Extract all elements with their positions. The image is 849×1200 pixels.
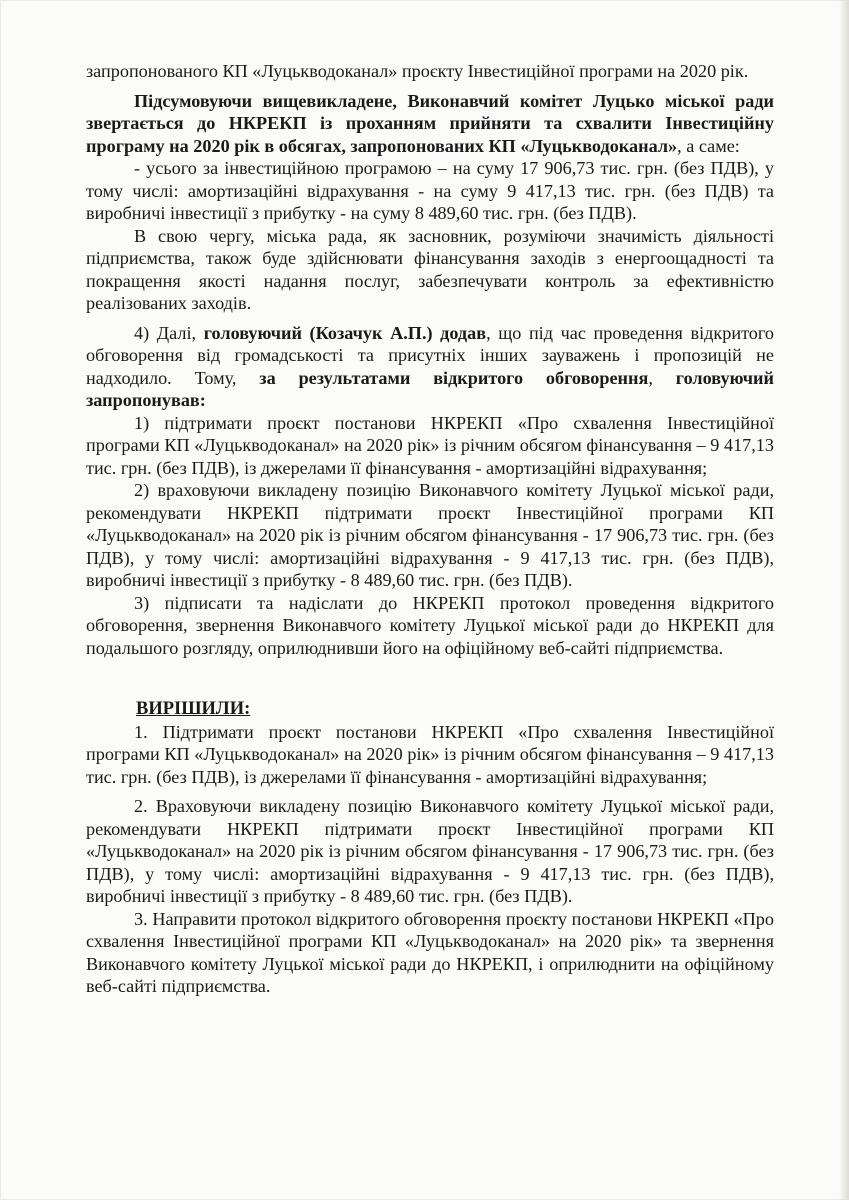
paragraph-total-sum: - усього за інвестиційною програмою – на суму 17 906,73 тис. грн. (без ПДВ), у тому числі: амортизаційні відрахування - на суму 9 417,13 тис. грн. (без ПДВ) та виробничі інвестиції з прибутку - на суму 8 489,60 тис. грн. (без ПДВ).: [86, 158, 774, 223]
summary-bold-text: Підсумовуючи вищевикладене, Виконавчий комітет Луцько міської ради звертається до НКРЕКП із проханням прийняти та схвалити Інвестиційну програму на 2020 рік в обсягах, запропонованих КП «Луцькводоканал»: [86, 90, 774, 156]
chairman-text-f: головуючий запропонував:: [86, 367, 774, 410]
proposal-item-2: 2) враховуючи викладену позицію Виконавчого комітету Луцької міської ради, рекомендувати НКРЕКП підтримати проєкт Інвестиційної програми КП «Луцькводоканал» на 2020 рік із річним обсягом фінансування - 17 906,73 тис. грн. (без ПДВ), у тому числі: амортизаційні відрахування - 9 417,13 тис. грн. (без ПДВ), виробничі інвестиції з прибутку - 8 489,60 тис. грн. (без ПДВ).: [86, 480, 774, 590]
decision-item-2: 2. Враховуючи викладену позицію Виконавчого комітету Луцької міської ради, рекомендувати НКРЕКП підтримати проєкт Інвестиційної програми КП «Луцькводоканал» на 2020 рік із річним обсягом фінансування - 17 906,73 тис. грн. (без ПДВ), у тому числі: амортизаційні відрахування - 9 417,13 тис. грн. (без ПДВ), виробничі інвестиції з прибутку - 8 489,60 тис. грн. (без ПДВ).: [86, 796, 774, 906]
chairman-text-e: ,: [648, 367, 676, 388]
decision-item-1: 1. Підтримати проєкт постанови НКРЕКП «Про схвалення Інвестиційної програми КП «Луцькводоканал» на 2020 рік» із річним обсягом фінансування – 9 417,13 тис. грн. (без ПДВ), із джерелами її фінансування - амортизаційні відрахування;: [86, 721, 774, 787]
decision-heading-wrap: [86, 697, 774, 721]
paragraph-chairman: [86, 322, 774, 412]
proposal-item-3: 3) підписати та надіслати до НКРЕКП протокол проведення відкритого обговорення, звернення Виконавчого комітету Луцької міської ради до НКРЕКП для подальшого розгляду, оприлюднивши його на офіційному веб-сайті підприємства.: [86, 592, 774, 658]
proposal-item-1: 1) підтримати проєкт постанови НКРЕКП «Про схвалення Інвестиційної програми КП «Луцькводоканал» на 2020 рік» із річним обсягом фінансування – 9 417,13 тис. грн. (без ПДВ), із джерелами її фінансування - амортизаційні відрахування;: [86, 412, 774, 478]
summary-rest-text: , а саме:: [677, 135, 740, 156]
chairman-text-a: 4) Далі,: [134, 322, 204, 343]
document-body: [86, 60, 774, 998]
chairman-text-c: , що під час проведення відкритого обговорення від громадськості та присутніх інших зауважень і пропозицій не надходило. Тому,: [86, 322, 774, 388]
paragraph-summary: [86, 90, 774, 158]
decision-item-3: 3. Направити протокол відкритого обговорення проєкту постанови НКРЕКП «Про схвалення Інвестиційної програми КП «Луцькводоканал» на 2020 рік» та звернення Виконавчого комітету Луцької міської ради до НКРЕКП, і оприлюднити на офіційному веб-сайті підприємства.: [86, 908, 774, 996]
chairman-text-b: головуючий (Козачук А.П.) додав: [203, 322, 487, 343]
chairman-text-d: за результатами відкритого обговорення: [259, 367, 649, 388]
paragraph-city-council: В свою чергу, міська рада, як засновник, розуміючи значимість діяльності підприємства, також буде здійснювати фінансування заходів з енергоощадності та покращення якості надання послуг, забезпечувати контроль за ефективністю реалізованих заходів.: [86, 225, 774, 313]
decision-heading: ВИРІШИЛИ:: [136, 699, 251, 719]
page-edge-shadow: [839, 0, 849, 1200]
paragraph-continuation: запропонованого КП «Луцькводоканал» проєкту Інвестиційної програми на 2020 рік.: [86, 61, 749, 81]
